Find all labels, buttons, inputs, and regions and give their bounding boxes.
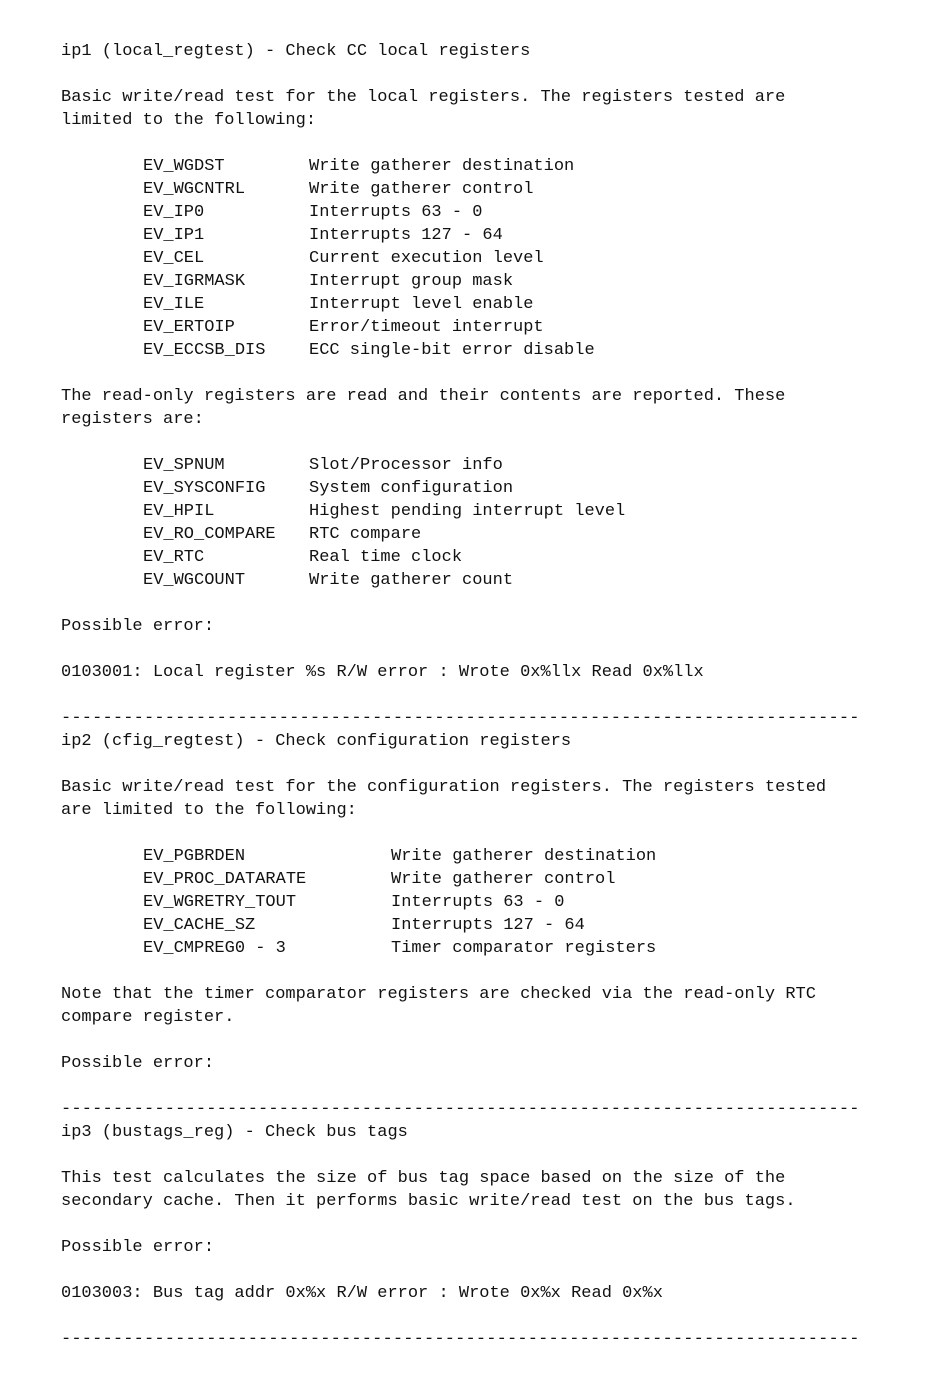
register-desc: Interrupt level enable: [309, 295, 534, 314]
section-heading: ip2 (cfig_regtest) - Check configuration registers: [61, 732, 572, 751]
register-name: EV_HPIL: [143, 502, 215, 521]
register-desc: Write gatherer destination: [391, 847, 657, 866]
register-desc: Interrupt group mask: [309, 272, 514, 291]
note-line: Note that the timer comparator registers are checked via the read-only RTC: [61, 985, 816, 1004]
register-row: [143, 891, 901, 914]
register-name: EV_IP0: [143, 203, 205, 222]
register-name: EV_SYSCONFIG: [143, 479, 266, 498]
register-row: [143, 155, 901, 178]
register-name: EV_SPNUM: [143, 456, 225, 475]
register-table: [143, 155, 901, 362]
register-row: [143, 247, 901, 270]
register-desc: Real time clock: [309, 548, 463, 567]
register-name: EV_IGRMASK: [143, 272, 246, 291]
error-label: Possible error:: [61, 1238, 215, 1257]
register-desc: Error/timeout interrupt: [309, 318, 544, 337]
register-row: [143, 868, 901, 891]
register-table: [143, 845, 901, 960]
readonly-intro-line: registers are:: [61, 410, 204, 429]
register-desc: Write gatherer control: [309, 180, 534, 199]
register-row: [143, 546, 901, 569]
register-name: EV_CEL: [143, 249, 205, 268]
register-name: EV_IP1: [143, 226, 205, 245]
section-heading: ip1 (local_regtest) - Check CC local registers: [61, 42, 531, 61]
register-row: [143, 569, 901, 592]
intro-line: This test calculates the size of bus tag space based on the size of the: [61, 1169, 786, 1188]
intro-line: Basic write/read test for the local registers. The registers tested are: [61, 88, 786, 107]
register-desc: ECC single-bit error disable: [309, 341, 595, 360]
register-desc: Interrupts 63 - 0: [391, 893, 565, 912]
section-ip1: [61, 40, 901, 730]
register-name: EV_WGCOUNT: [143, 571, 246, 590]
register-desc: Interrupts 63 - 0: [309, 203, 483, 222]
readonly-register-table: [143, 454, 901, 592]
register-desc: Write gatherer control: [391, 870, 616, 889]
section-ip2: [61, 730, 901, 1121]
register-row: [143, 937, 901, 960]
section-ip3: [61, 1121, 901, 1351]
section-separator: -----------------------------------------------------------------------------: [61, 709, 860, 728]
register-name: EV_PROC_DATARATE: [143, 870, 307, 889]
register-row: [143, 316, 901, 339]
register-desc: Slot/Processor info: [309, 456, 503, 475]
register-desc: Write gatherer destination: [309, 157, 575, 176]
register-row: [143, 224, 901, 247]
register-row: [143, 178, 901, 201]
register-desc: Current execution level: [309, 249, 544, 268]
register-desc: Highest pending interrupt level: [309, 502, 626, 521]
register-desc: Timer comparator registers: [391, 939, 657, 958]
intro-line: are limited to the following:: [61, 801, 357, 820]
note-line: compare register.: [61, 1008, 235, 1027]
error-label: Possible error:: [61, 617, 215, 636]
register-row: [143, 293, 901, 316]
register-row: [143, 914, 901, 937]
register-row: [143, 845, 901, 868]
register-name: EV_ILE: [143, 295, 205, 314]
register-desc: System configuration: [309, 479, 514, 498]
register-row: [143, 500, 901, 523]
register-name: EV_ECCSB_DIS: [143, 341, 266, 360]
register-row: [143, 270, 901, 293]
document-page: [61, 40, 901, 1351]
register-row: [143, 523, 901, 546]
error-message: 0103003: Bus tag addr 0x%x R/W error : Wrote 0x%x Read 0x%x: [61, 1284, 663, 1303]
readonly-intro-line: The read-only registers are read and their contents are reported. These: [61, 387, 786, 406]
section-separator: -----------------------------------------------------------------------------: [61, 1100, 860, 1119]
intro-line: limited to the following:: [61, 111, 317, 130]
register-name: EV_RTC: [143, 548, 205, 567]
register-name: EV_RO_COMPARE: [143, 525, 276, 544]
register-desc: Interrupts 127 - 64: [391, 916, 585, 935]
register-name: EV_WGDST: [143, 157, 225, 176]
register-row: [143, 339, 901, 362]
register-desc: Write gatherer count: [309, 571, 514, 590]
error-message: 0103001: Local register %s R/W error : Wrote 0x%llx Read 0x%llx: [61, 663, 704, 682]
register-name: EV_ERTOIP: [143, 318, 235, 337]
register-desc: Interrupts 127 - 64: [309, 226, 503, 245]
register-name: EV_PGBRDEN: [143, 847, 246, 866]
register-row: [143, 477, 901, 500]
register-row: [143, 201, 901, 224]
register-name: EV_WGCNTRL: [143, 180, 246, 199]
intro-line: secondary cache. Then it performs basic write/read test on the bus tags.: [61, 1192, 796, 1211]
error-label: Possible error:: [61, 1054, 215, 1073]
register-name: EV_CACHE_SZ: [143, 916, 256, 935]
register-row: [143, 454, 901, 477]
register-name: EV_WGRETRY_TOUT: [143, 893, 297, 912]
register-name: EV_CMPREG0 - 3: [143, 939, 286, 958]
section-heading: ip3 (bustags_reg) - Check bus tags: [61, 1123, 408, 1142]
intro-line: Basic write/read test for the configuration registers. The registers tested: [61, 778, 827, 797]
register-desc: RTC compare: [309, 525, 422, 544]
section-separator: -----------------------------------------------------------------------------: [61, 1330, 860, 1349]
